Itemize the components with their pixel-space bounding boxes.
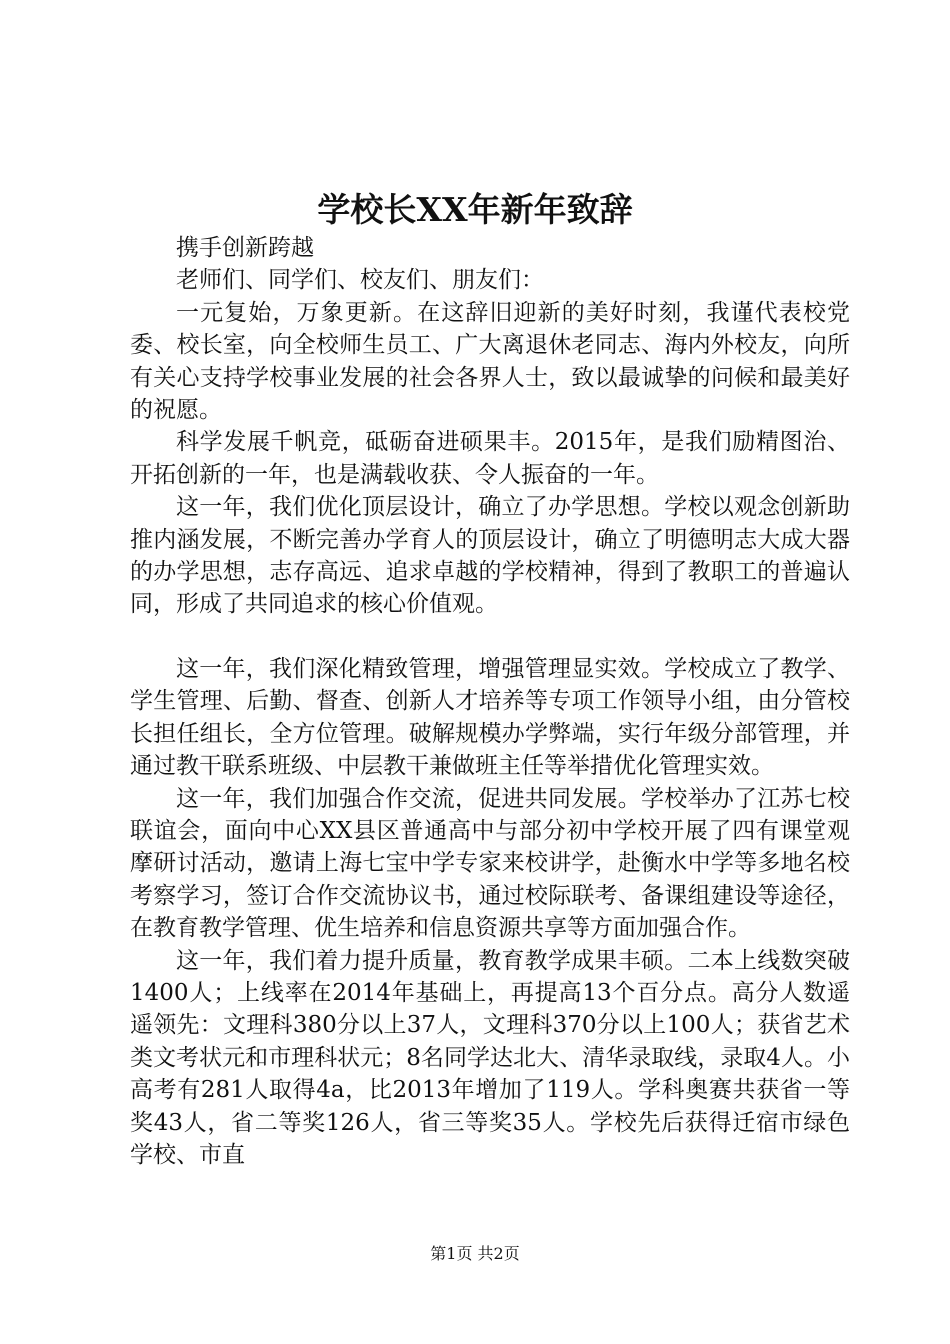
paragraph-4: 这一年，我们深化精致管理，增强管理显实效。学校成立了教学、学生管理、后勤、督查、创新人才培养等专项工作领导小组，由分管校长担任组长，全方位管理。破解规模办学弊端，实行年级分部管理，并通过教干联系班级、中层教干兼做班主任等举措优化管理实效。	[130, 655, 850, 780]
page-footer: 第1页 共2页	[430, 1244, 520, 1263]
paragraph-5: 这一年，我们加强合作交流，促进共同发展。学校举办了江苏七校联谊会，面向中心XX县区普通高中与部分初中学校开展了四有课堂观摩研讨活动，邀请上海七宝中学专家来校讲学，赴衡水中学等多地名校考察学习，签订合作交流协议书，通过校际联考、备课组建设等途径，在教育教学管理、优生培养和信息资源共享等方面加强合作。	[130, 785, 850, 942]
paragraph-spacer	[130, 621, 850, 653]
paragraph-1: 一元复始，万象更新。在这辞旧迎新的美好时刻，我谨代表校党委、校长室，向全校师生员工、广大离退休老同志、海内外校友，向所有关心支持学校事业发展的社会各界人士，致以最诚挚的问候和最美好的祝愿。	[130, 299, 850, 424]
paragraph-6: 这一年，我们着力提升质量，教育教学成果丰硕。二本上线数突破1400人；上线率在2014年基础上，再提高13个百分点。高分人数遥遥领先：文理科380分以上37人，文理科370分以上100人；获省艺术类文考状元和市理科状元；8名同学达北大、清华录取线，录取4人。小高考有281人取得4a，比2013年增加了119人。学科奥赛共获省一等奖43人，省二等奖126人，省三等奖35人。学校先后获得迁宿市绿色学校、市直	[130, 947, 850, 1168]
salutation: 老师们、同学们、校友们、朋友们：	[176, 267, 544, 294]
document-body	[130, 232, 850, 1171]
subtitle: 携手创新跨越	[176, 235, 314, 261]
document-title: 学校长XX年新年致辞	[317, 190, 633, 229]
paragraph-3: 这一年，我们优化顶层设计，确立了办学思想。学校以观念创新助推内涵发展，不断完善办学育人的顶层设计，确立了明德明志大成大器的办学思想，志存高远、追求卓越的学校精神，得到了教职工的普遍认同，形成了共同追求的核心价值观。	[130, 494, 850, 618]
paragraph-2: 科学发展千帆竞，砥砺奋进硕果丰。2015年，是我们励精图治、开拓创新的一年，也是满载收获、令人振奋的一年。	[130, 429, 850, 488]
